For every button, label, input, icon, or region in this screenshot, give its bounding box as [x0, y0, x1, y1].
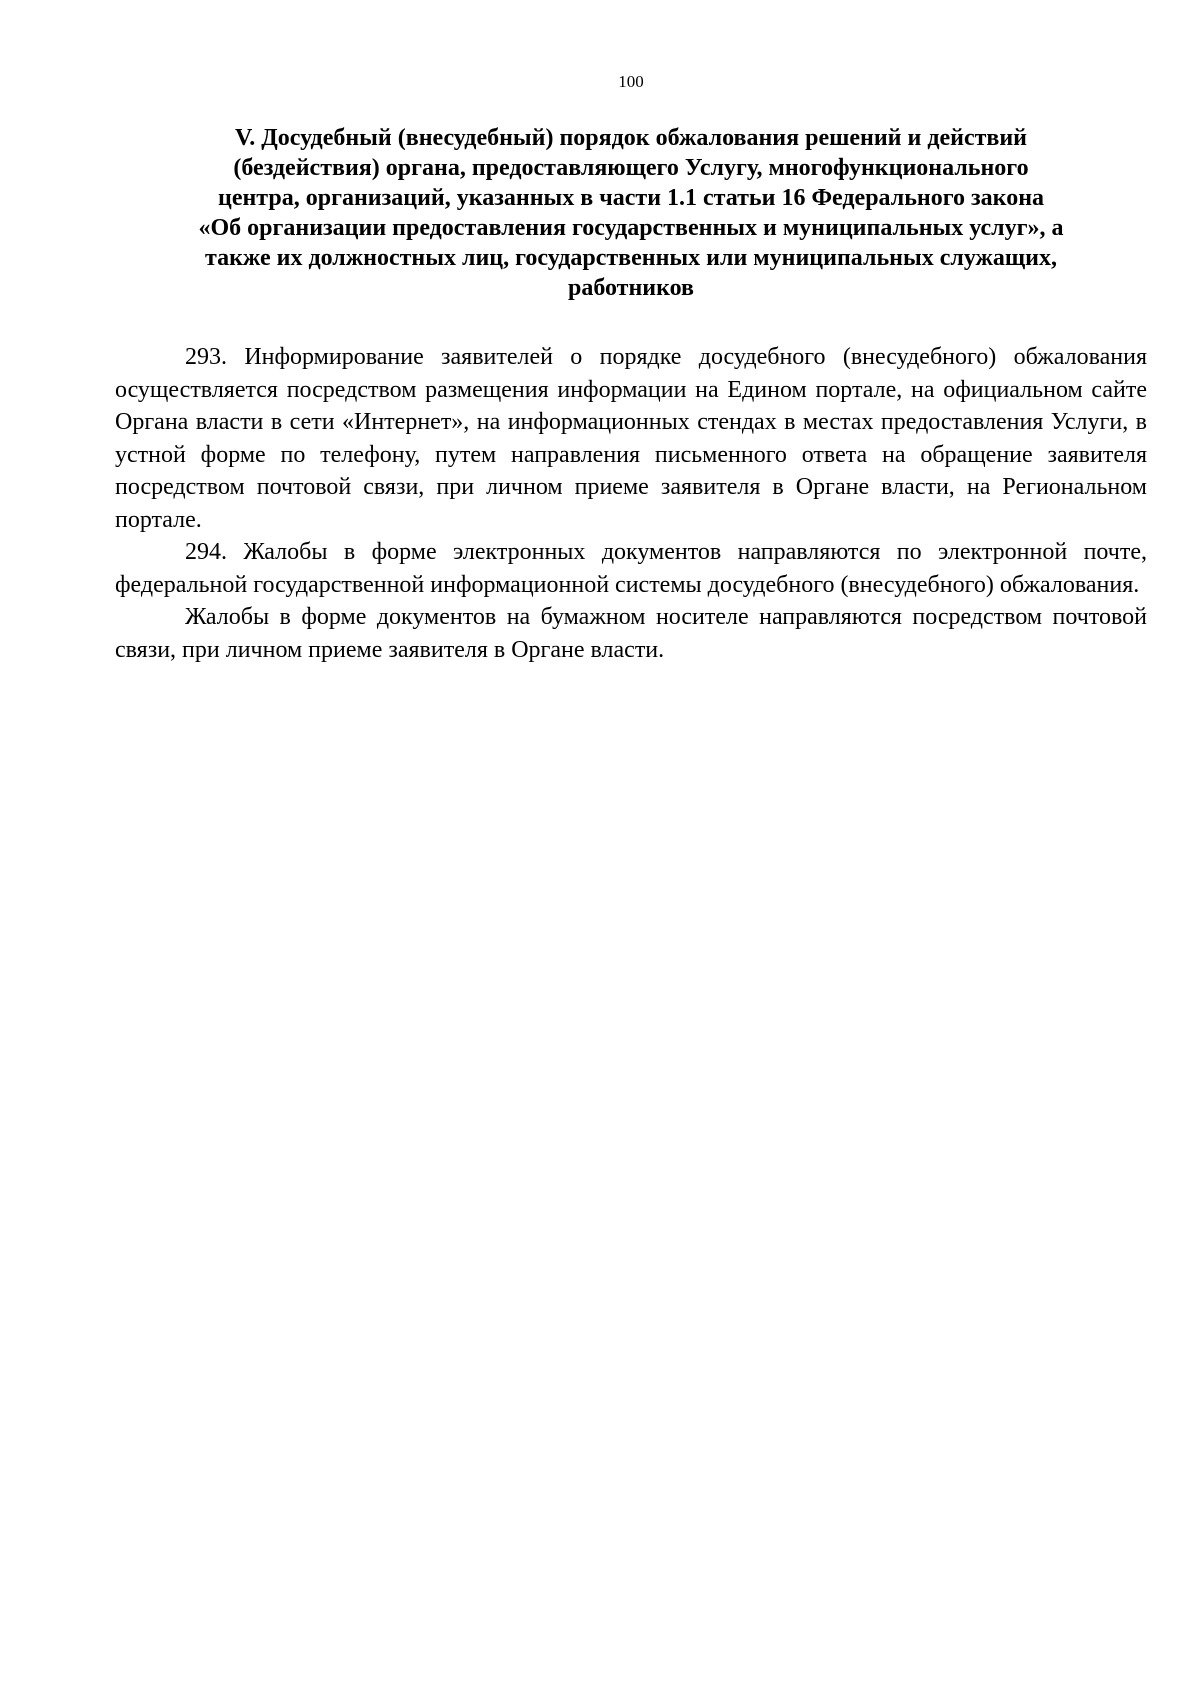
page-number: 100	[618, 72, 644, 91]
section-heading-line: также их должностных лиц, государственных или муниципальных служащих,	[204, 245, 1058, 271]
section-heading-line: «Об организации предоставления государственных и муниципальных услуг», а	[198, 215, 1064, 241]
section-heading-line: V. Досудебный (внесудебный) порядок обжалования решений и действий	[234, 125, 1027, 151]
section-heading-line: (бездействия) органа, предоставляющего Услугу, многофункционального	[233, 155, 1029, 181]
section-body	[115, 341, 1147, 666]
section-heading-line: работников	[567, 275, 695, 301]
paragraph-294: 294. Жалобы в форме электронных документов направляются по электронной почте, федеральной государственной информационной системы досудебного (внесудебного) обжалования.	[115, 539, 1147, 598]
section-heading-line: центра, организаций, указанных в части 1.1 статьи 16 Федерального закона	[217, 185, 1045, 211]
paragraph-294-continued: Жалобы в форме документов на бумажном носителе направляются посредством почтовой связи, при личном приеме заявителя в Органе власти.	[115, 604, 1147, 663]
section-heading	[115, 123, 1147, 303]
paragraph-293: 293. Информирование заявителей о порядке досудебного (внесудебного) обжалования осуществляется посредством размещения информации на Едином портале, на официальном сайте Органа власти в сети «Интернет», на информационных стендах в местах предоставления Услуги, в устной форме по телефону, путем направления письменного ответа на обращение заявителя посредством почтовой связи, при личном приеме заявителя в Органе власти, на Региональном портале.	[115, 344, 1147, 533]
